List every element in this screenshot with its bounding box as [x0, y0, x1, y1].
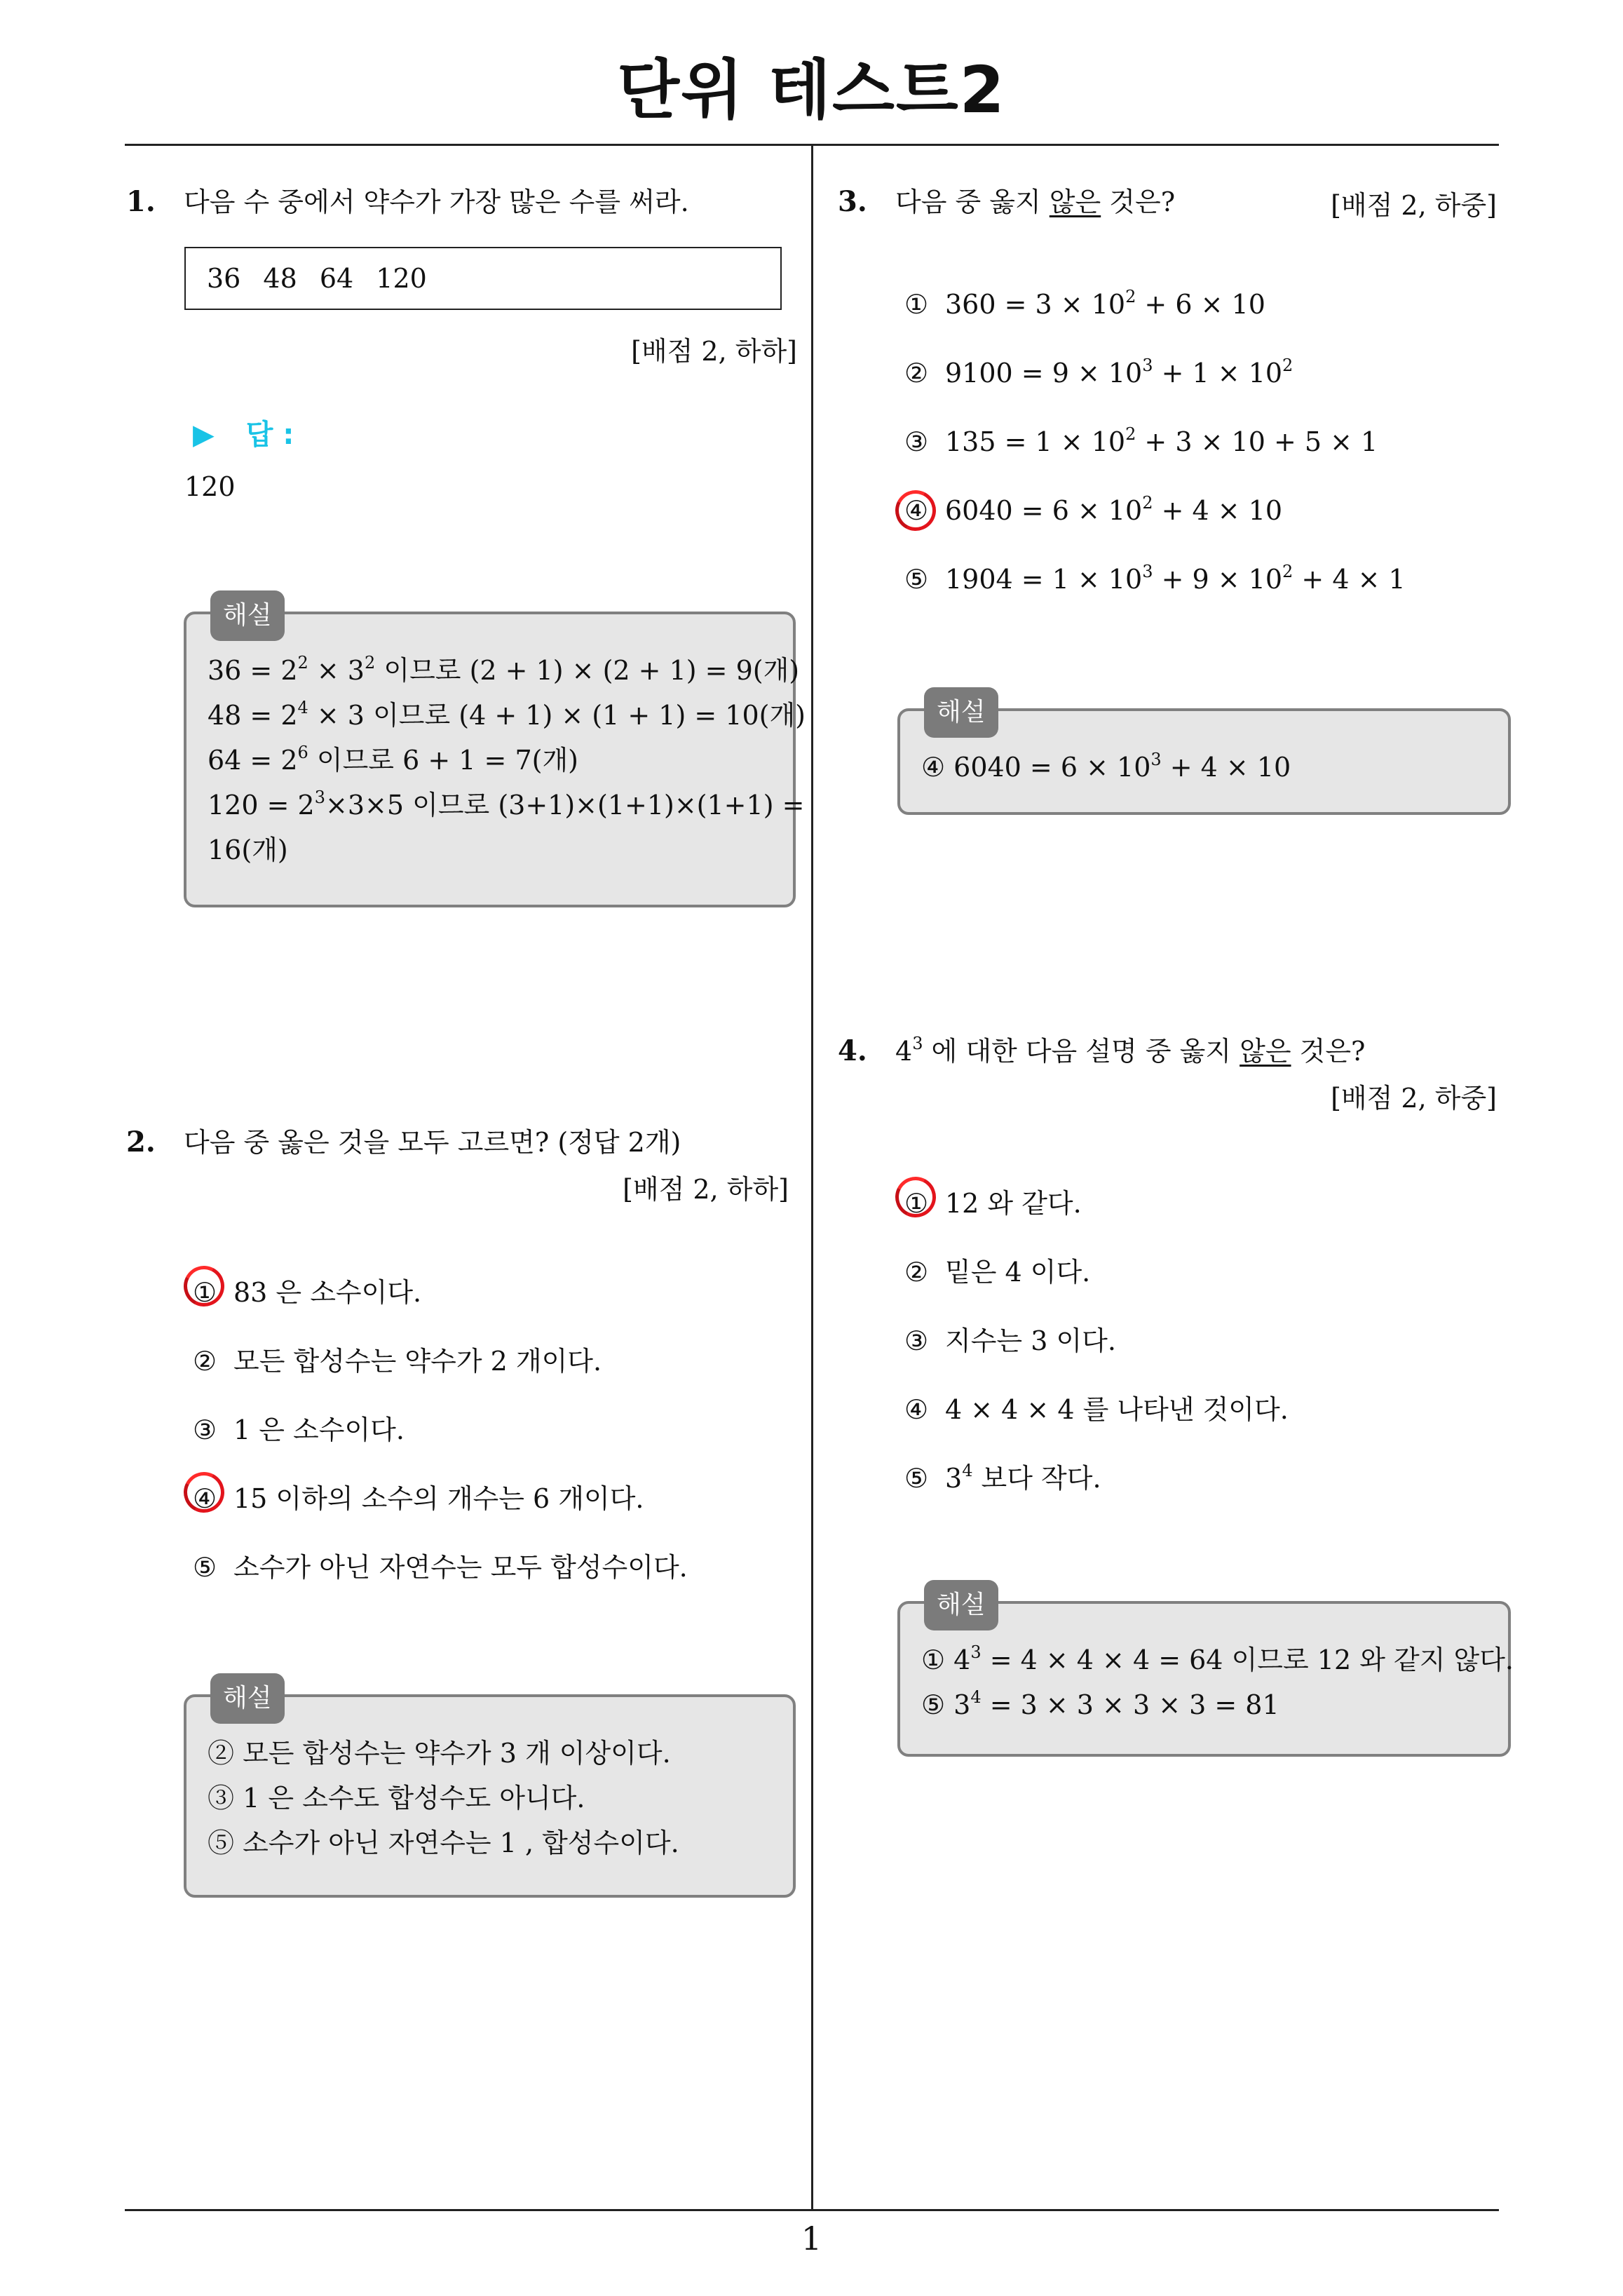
question-text: 것은? — [1291, 1036, 1366, 1067]
question-meta: [배점 2, 하하] — [623, 1174, 789, 1205]
explanation-tag: 해설 — [924, 1580, 998, 1630]
choice-text: 15 이하의 소수의 개수는 6 개이다. — [233, 1483, 644, 1514]
answer-label-text: 답 : — [245, 419, 294, 451]
triangle-pointer-icon: ▶ — [193, 419, 215, 451]
choice-4[interactable] — [193, 1477, 644, 1515]
choice-marker: ⑤ — [193, 1552, 217, 1583]
choice-text: 83 은 소수이다. — [233, 1277, 422, 1308]
question-text: 다음 수 중에서 약수가 가장 많은 수를 써라. — [184, 187, 689, 217]
choice-marker: ④ — [904, 1394, 929, 1425]
footer-rule — [125, 2209, 1499, 2211]
explanation-line: $120 = 2^3\times 3\times 5$ 이므로 (3+1)×(1+1)×(1+1) = — [208, 788, 805, 821]
question-4 — [838, 1033, 1365, 1069]
answer-value: 120 — [184, 471, 236, 502]
explanation-line: ② 모든 합성수는 약수가 3 개 이상이다. — [208, 1738, 671, 1769]
choice-4[interactable]: ④ $6040 = 6 \times 10^2 + 4 \times 10$ — [904, 493, 1283, 526]
choice-marker: ⑤ — [904, 1463, 929, 1494]
choice-marker: ⑤ — [904, 564, 929, 595]
choice-marker: ③ — [904, 426, 929, 457]
choice-2[interactable]: ② $9100 = 9 \times 10^3 + 1 \times 10^2$ — [904, 356, 1293, 389]
choice-marker: ① — [193, 1277, 217, 1308]
explanation-box-1 — [184, 601, 806, 907]
choice-5[interactable]: ⑤ $3^4$ 보다 작다. — [904, 1461, 1101, 1494]
page-title: 단위 테스트2 — [617, 53, 1006, 128]
choice-3[interactable]: ③ $135 = 1 \times 10^2 + 3 \times 10 + 5 \times 1$ — [904, 424, 1378, 457]
explanation-line: ③ 1 은 소수도 합성수도 아니다. — [208, 1783, 585, 1814]
explanation-tag: 해설 — [210, 590, 285, 641]
explanation-line: 16(개) — [208, 835, 288, 865]
explanation-line: ⑤ $3^4 = 3 \times 3 \times 3 \times 3 = 81$ — [921, 1687, 1279, 1720]
choice-1[interactable]: ① 12 와 같다. — [904, 1188, 1082, 1219]
choice-text: 1 은 소수이다. — [233, 1414, 405, 1445]
choice-marker: ③ — [193, 1414, 217, 1445]
question-text: 다음 중 옳지 — [895, 187, 1050, 217]
question-text: 에 대한 다음 설명 중 옳지 — [923, 1036, 1240, 1067]
question-number: 3. — [838, 185, 867, 218]
choice-marker: ④ — [193, 1483, 217, 1514]
answer-label — [193, 412, 294, 452]
question-number: 4. — [838, 1034, 867, 1067]
question-exponent: 3 — [912, 1034, 923, 1053]
choice-marker: ① — [904, 1188, 929, 1219]
choice-2[interactable] — [193, 1339, 602, 1378]
explanation-tag: 해설 — [924, 687, 998, 738]
question-text: 다음 중 옳은 것을 모두 고르면? (정답 2개) — [184, 1127, 681, 1158]
question-text-underlined: 않은 — [1240, 1036, 1291, 1067]
choice-text: 소수가 아닌 자연수는 모두 합성수이다. — [233, 1552, 688, 1583]
explanation-line: $36 = 2^2 \times 3^2$ 이므로 (2 + 1) × (2 + 1) = 9(개) — [208, 653, 800, 686]
question-1 — [126, 184, 689, 220]
explanation-box-3 — [897, 698, 1511, 815]
question-meta: [배점 2, 하중] — [1331, 190, 1497, 221]
choice-5[interactable] — [193, 1546, 688, 1584]
question-2 — [126, 1124, 681, 1161]
question-text: 4 — [895, 1036, 913, 1067]
explanation-box-4 — [897, 1591, 1514, 1757]
choice-marker: ② — [904, 358, 929, 389]
choice-1[interactable] — [193, 1271, 421, 1309]
page-number: 1 — [801, 2220, 822, 2257]
selected-answer-circle — [890, 485, 941, 536]
question-3 — [838, 184, 1175, 220]
explanation-line: $64 = 2^6$ 이므로 6 + 1 = 7(개) — [208, 743, 578, 776]
number-box: 36 48 64 120 — [184, 247, 782, 310]
choice-4[interactable]: ④ 4 × 4 × 4 를 나타낸 것이다. — [904, 1394, 1289, 1425]
question-meta: [배점 2, 하중] — [1331, 1083, 1497, 1114]
column-divider — [811, 145, 813, 2210]
explanation-tag: 해설 — [210, 1673, 285, 1724]
choice-5[interactable]: ⑤ $1904 = 1 \times 10^3 + 9 \times 10^2 + 4 \times 1$ — [904, 562, 1406, 595]
choice-2[interactable]: ② 밑은 4 이다. — [904, 1257, 1091, 1288]
choice-1[interactable]: ① $360 = 3 \times 10^2 + 6 \times 10$ — [904, 287, 1265, 320]
choice-3[interactable] — [193, 1408, 405, 1447]
choice-3[interactable]: ③ 지수는 3 이다. — [904, 1325, 1116, 1356]
explanation-box-2 — [184, 1684, 796, 1898]
question-text: 것은? — [1101, 187, 1176, 217]
question-number: 1. — [126, 185, 156, 218]
question-meta: [배점 2, 하하] — [631, 336, 797, 367]
explanation-line: $48 = 2^4 \times 3$ 이므로 (4 + 1) × (1 + 1) = 10(개) — [208, 698, 806, 731]
choice-text: 모든 합성수는 약수가 2 개이다. — [233, 1346, 602, 1377]
explanation-line: ① $4^3 = 4 \times 4 \times 4 = 64$ 이므로 12 와 같지 않다. — [921, 1642, 1514, 1675]
choice-marker: ② — [904, 1257, 929, 1288]
explanation-line: ④ $6040 = 6 \times 10^3 + 4 \times 10$ — [921, 750, 1291, 783]
choice-marker: ① — [904, 289, 929, 320]
choice-marker: ② — [193, 1346, 217, 1377]
choice-marker: ③ — [904, 1325, 929, 1356]
choice-marker: ④ — [904, 495, 929, 526]
explanation-line: ⑤ 소수가 아닌 자연수는 1 , 합성수이다. — [208, 1828, 679, 1858]
question-number: 2. — [126, 1126, 156, 1159]
question-text-underlined: 않은 — [1049, 187, 1101, 217]
